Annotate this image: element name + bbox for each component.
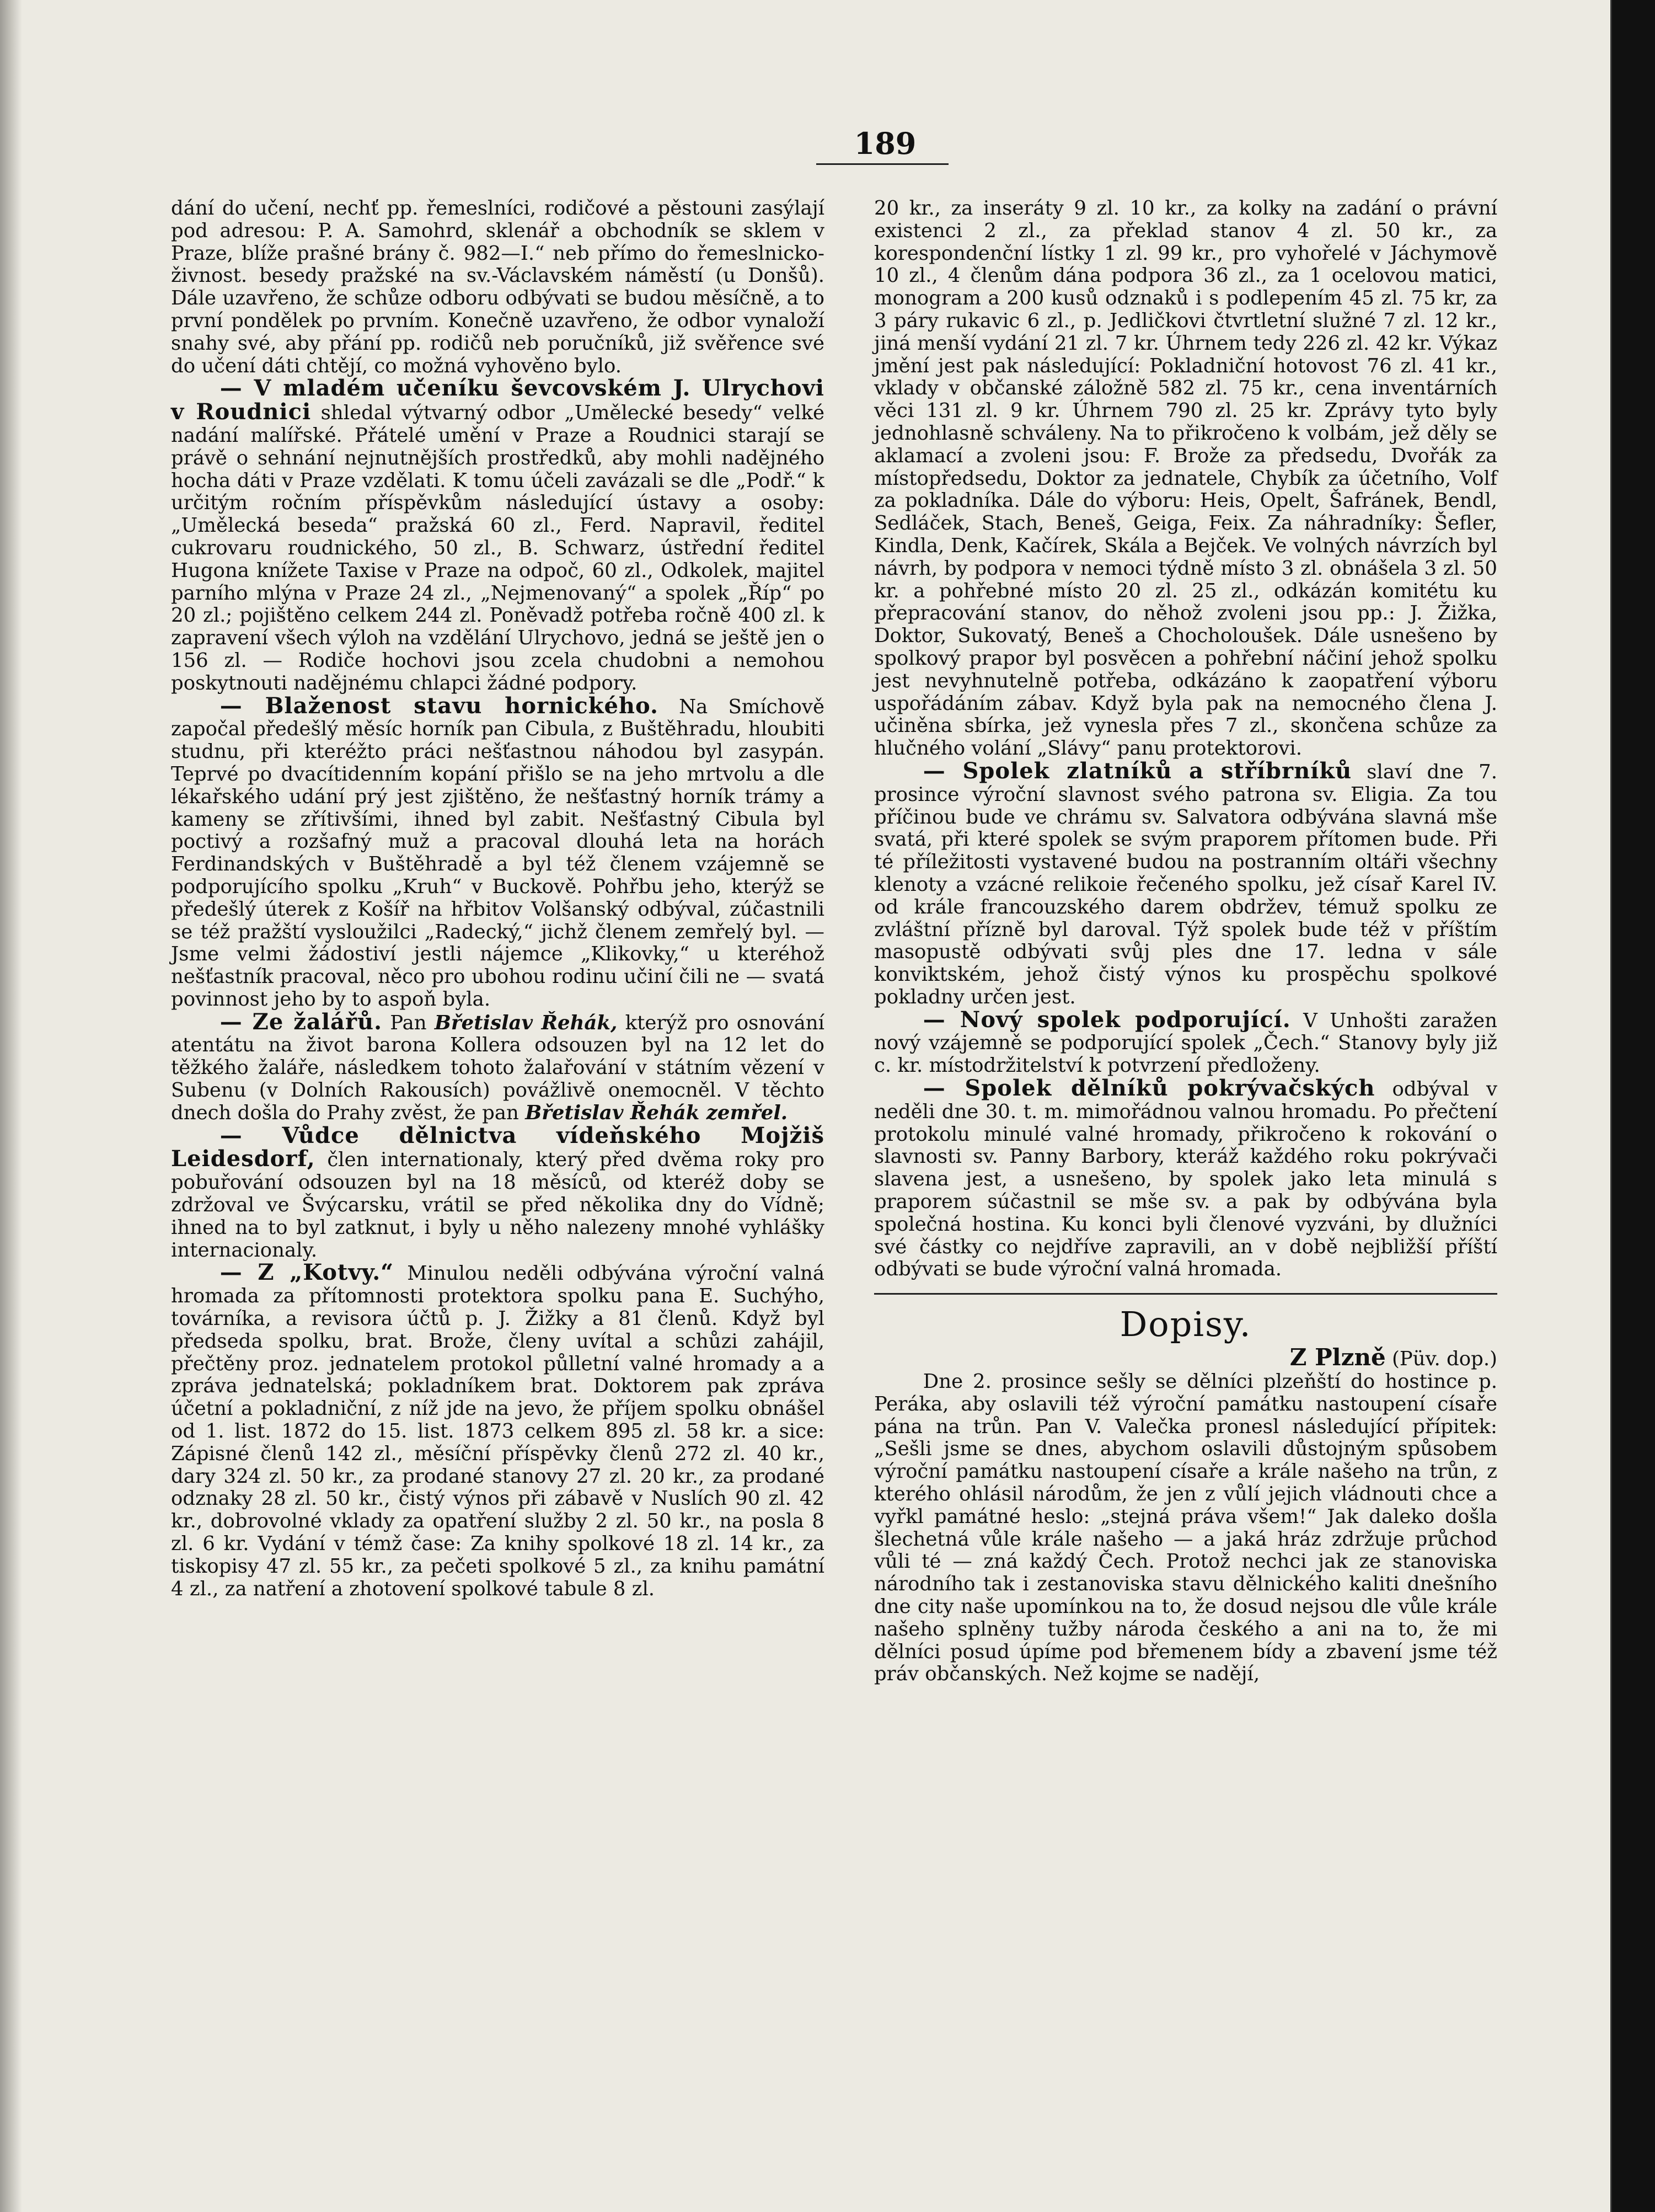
article-headline: — Vůdce dělnictva vídeňského Mojžiš Leidesdorf, bbox=[171, 1122, 824, 1172]
article-headline: — Nový spolek podporující. bbox=[923, 1006, 1291, 1033]
article-headline: — Blaženost stavu hornického. bbox=[219, 692, 658, 719]
section-title: Dopisy. bbox=[1120, 1304, 1252, 1345]
article-paragraph: — Nový spolek podporující. V Unhošti zaražen nový vzájemně se podporující spolek „Čech.“ Stanovy byly již c. kr. místodržitelství k potvrzení předloženy. bbox=[874, 1006, 1497, 1077]
article-paragraph: — Spolek zlatníků a stříbrníků slaví dne 7. prosince výroční slavnost svého patrona sv. Eligia. Za tou příčinou bude ve chrámu sv. Salvatora odbývána slavná mše svatá, při které spolek se svým praporem přítomen bude. Při té příležitosti vystavené budou na postranním oltáři všechny klenoty a vzácné relikoie řečeného spolku, jež císař Karel IV. od krále francouzského darem obdržev, témuž spolku ze zvláštní přízně byl daroval. Týž spolek bude též v příštím masopustě odbývati svůj ples dne 17. ledna v sále konviktském, jehož čistý výnos ku prospěchu spolkové pokladny určen jest. bbox=[874, 757, 1497, 1008]
article-headline: — V mladém učeníku ševcovském J. Ulrychovi v Roudnici bbox=[171, 375, 824, 425]
scan-left-edge bbox=[0, 0, 22, 2212]
left-column bbox=[171, 197, 824, 1600]
article-headline: — Spolek dělníků pokrývačských bbox=[923, 1075, 1375, 1102]
article-paragraph: — Vůdce dělnictva vídeňského Mojžiš Leidesdorf, člen internationaly, který před dvěma roky pro pobuřování odsouzen byl na 18 měsíců, od kteréž doby se zdržoval ve Švýcarsku, vrátil se před několika dny do Vídně; ihned na to byl zatknut, i byly u něho nalezeny mnohé vyhlášky internacionaly. bbox=[171, 1122, 824, 1262]
article-paragraph: — Z „Kotvy.“ Minulou neděli odbývána výroční valná hromada za přítomnosti protektora spolku pana E. Suchýho, továrníka, a revisora účtů p. J. Žižky a 81 členů. Když byl předseda spolku, brat. Brože, členy uvítal a schůzi zahájil, přečtěny proz. jednatelem protokol půlletní valné hromady a a zpráva jednatelská; pokladníkem brat. Doktorem pak zpráva účetní a pokladniční, z níž jde na jevo, že příjem spolku obnášel od 1. list. 1872 do 15. list. 1873 celkem 895 zl. 58 kr. a sice: Zápisné členů 142 zl., měsíční příspěvky členů 272 zl. 40 kr., dary 324 zl. 50 kr., za prodané stanovy 27 zl. 20 kr., za prodané odznaky 28 zl. 50 kr., čistý výnos při zábavě v Nuslích 90 zl. 42 kr., dobrovolné vklady za opatření služby 2 zl. 50 kr., na posla 8 zl. 6 kr. Vydání v témž čase: Za knihy spolkové 18 zl. 14 kr., za tiskopisy 47 zl. 55 kr., za pečeti spolkové 5 zl., za knihu památní 4 zl., za natření a zhotovení spolkové tabule 8 zl. bbox=[171, 1259, 824, 1600]
article-paragraph: — V mladém učeníku ševcovském J. Ulrychovi v Roudnici shledal výtvarný odbor „Umělecké besedy“ velké nadání malířské. Přátelé umění v Praze a Roudnici starají se právě o sehnání nejnutnějších prostředků, aby mohli nadějného hocha dáti v Praze vzdělati. K tomu účeli zavázali se dle „Podř.“ k určitým ročním příspěvkům následující ústavy a osoby: „Umělecká beseda“ pražská 60 zl., Ferd. Napravil, ředitel cukrovaru roudnického, 50 zl., B. Schwarz, ústřední ředitel Hugona knížete Taxise v Praze na odpoč, 60 zl., Odkolek, majitel parního mlýna v Praze 24 zl., „Nejmenovaný“ a spolek „Říp“ po 20 zl.; pojištěno celkem 244 zl. Poněvadž potřeba ročně 400 zl. k zapravení všech výloh na vzdělání Ulrychovo, jedná se ještě jen o 156 zl. — Rodiče hochovi jsou zcela chudobni a nemohou poskytnouti nadějnému chlapci žádné podpory. bbox=[171, 375, 824, 694]
article-paragraph: — Blaženost stavu hornického. Na Smíchově započal předešlý měsíc horník pan Cibula, z Buštěhradu, hloubiti studnu, při kteréžto práci nešťastnou náhodou byl zasypán. Teprvé po dvacítidenním kopání přišlo se na jeho mrtvolu a dle lékařského udání prý jest zjištěno, že nešťastný horník trámy a kameny se zřítivšími, ihned byl zabit. Nešťastný Cibula byl poctivý a rozšafný muž a pracoval dlouhá leta na horách Ferdinandských v Buštěhradě a byl též členem vzájemně se podporujícího spolku „Kruh“ v Buckově. Pohřbu jeho, kterýž se předešlý úterek z Košíř na hřbitov Volšanský odbýval, zúčastnili se též pražští vysloužilci „Radecký,“ jichž členem zemřelý byl. — Jsme velmi žádostiví jestli nájemce „Klikovky,“ u kteréhož nešťastník pracoval, něco pro ubohou rodinu učiní čili ne — svatá povinnost jeho by to aspoň byla. bbox=[171, 692, 824, 1011]
page-number: 189 bbox=[854, 126, 917, 161]
article-paragraph: dání do učení, nechť pp. řemeslníci, rodičové a pěstouni zasýlají pod adresou: P. A. Samohrd, sklenář a obchodník se sklem v Praze, blíže prašné brány č. 982—I.“ neb přímo do řemeslnicko-živnost. besedy pražské na sv.-Václavském náměstí (u Donšů). Dále uzavřeno, že schůze odboru odbývati se budou měsíčně, a to první pondělek po prvním. Konečně uzavřeno, že odbor vynaloží snahy své, aby přání pp. rodičů neb poručníků, již svěřence své do učení dáti chtějí, co možná vyhověno bylo. bbox=[171, 197, 824, 377]
scan-right-edge bbox=[1610, 0, 1655, 2212]
article-paragraph: — Ze žalářů. Pan Břetislav Řehák, kterýž pro osnování atentátu na život barona Kollera odsouzen byl na 12 let do těžkého žaláře, následkem tohoto žalařování v státním vězení v Subenu (v Dolních Rakousích) povážlivě onemocněl. V těchto dnech došla do Prahy zvěst, že pan Břetislav Řehák zemřel. bbox=[171, 1008, 825, 1124]
article-headline: — Ze žalářů. bbox=[219, 1008, 383, 1035]
article-headline: — Spolek zlatníků a stříbrníků bbox=[923, 757, 1352, 784]
section-rule bbox=[874, 1293, 1497, 1295]
article-paragraph: 20 kr., za inseráty 9 zl. 10 kr., za kolky na zadání o právní existenci 2 zl., za překlad stanov 4 zl. 50 kr., za korespondenční lístky 1 zl. 99 kr., pro vyhořelé v Jáchymově 10 zl., 4 členům dána podpora 36 zl., za 1 ocelovou matici, monogram a 200 kusů odznaků i s podlepením 45 zl. 75 kr, za 3 páry rukavic 6 zl., p. Jedličkovi čtvrtletní služné 7 zl. 12 kr., jiná menší vydání 21 zl. 7 kr. Úhrnem tedy 226 zl. 42 kr. Výkaz jmění jest pak následující: Pokladniční hotovost 76 zl. 41 kr., vklady v občanské záložně 582 zl. 75 kr., cena inventárních věci 131 zl. 9 kr. Úhrnem 790 zl. 25 kr. Zprávy tyto byly jednohlasně schváleny. Na to přikročeno k volbám, jež děly se aklamací a zvoleni jsou: F. Brože za předsedu, Dvořák za místopředsedu, Doktor za jednatele, Chybík za účetního, Volf za pokladníka. Dále do výboru: Heis, Opelt, Šafránek, Bendl, Sedláček, Stach, Beneš, Geiga, Feix. Za náhradníky: Šefler, Kindla, Denk, Kačírek, Skála a Bejček. Ve volných návrzích byl návrh, by podpora v nemoci týdně místo 3 zl. obnášela 3 zl. 50 kr. a pohřebné místo 20 zl. 25 zl., odkázán komitétu ku přepracování stanov, do něhož zvoleni jsou pp.: J. Žižka, Doktor, Sukovatý, Beneš a Chocholoušek. Dále usnešeno by spolkový prapor byl posvěcen a pohřební náčiní jehož spolku jest nevyhnutelně potřeba, odkázáno k zaopatření výboru uspořádáním zábav. Když byla pak na nemocného člena J. učiněna sbírka, jež vynesla přes 7 zl., skončena schůze za hlučného volání „Slávy“ panu protektorovi. bbox=[874, 197, 1497, 760]
dateline: Z Plzně (Püv. dop.) bbox=[1289, 1344, 1497, 1371]
header-rule bbox=[816, 163, 949, 165]
right-column bbox=[874, 197, 1497, 1686]
article-paragraph: — Spolek dělníků pokrývačských odbýval v neděli dne 30. t. m. mimořádnou valnou hromadu. Po přečtení protokolu minulé valné hromady, přikročeno k rokování o slavnosti sv. Panny Barbory, kteráž každého roku pokrývači slavena jest, a usnešeno, by spolek jako leta minulá s praporem súčastnil se mše sv. a pak by odbývána byla společná hostina. Ku konci byli členové vyzváni, by dlužníci své částky co nejdříve zapravili, an v době nejbližší příští odbývati se bude výroční valná hromada. bbox=[874, 1075, 1498, 1281]
article-paragraph: Dne 2. prosince sešly se dělníci plzeňští do hostince p. Peráka, aby oslavili též výroční památku nastoupení císaře pána na trůn. Pan V. Valečka pronesl následující přípitek: „Sešli jsme se dnes, abychom oslavili důstojným spůsobem výroční památku nastoupení císaře a krále našeho na trůn, z kterého ohlásil národům, že jen z vůlí jejich vládnouti chce a vyřkl památné heslo: „stejná práva všem!“ Jak daleko došla šlechetná vůle krále našeho — a jaká hráz zdržuje průchod vůli té — zná každý Čech. Protož nechci jak ze stanoviska národního tak i zestanoviska stavu dělnického kaliti dnešního dne city naše upomínkou na to, že dosud nejsou dle vůle krále našeho splněny tužby národa českého a ani na to, že mi dělníci posud úpíme pod břemenem bídy a zbavení jsme též práv občanských. Než kojme se nadějí, bbox=[874, 1370, 1497, 1686]
article-headline: — Z „Kotvy.“ bbox=[219, 1259, 394, 1286]
